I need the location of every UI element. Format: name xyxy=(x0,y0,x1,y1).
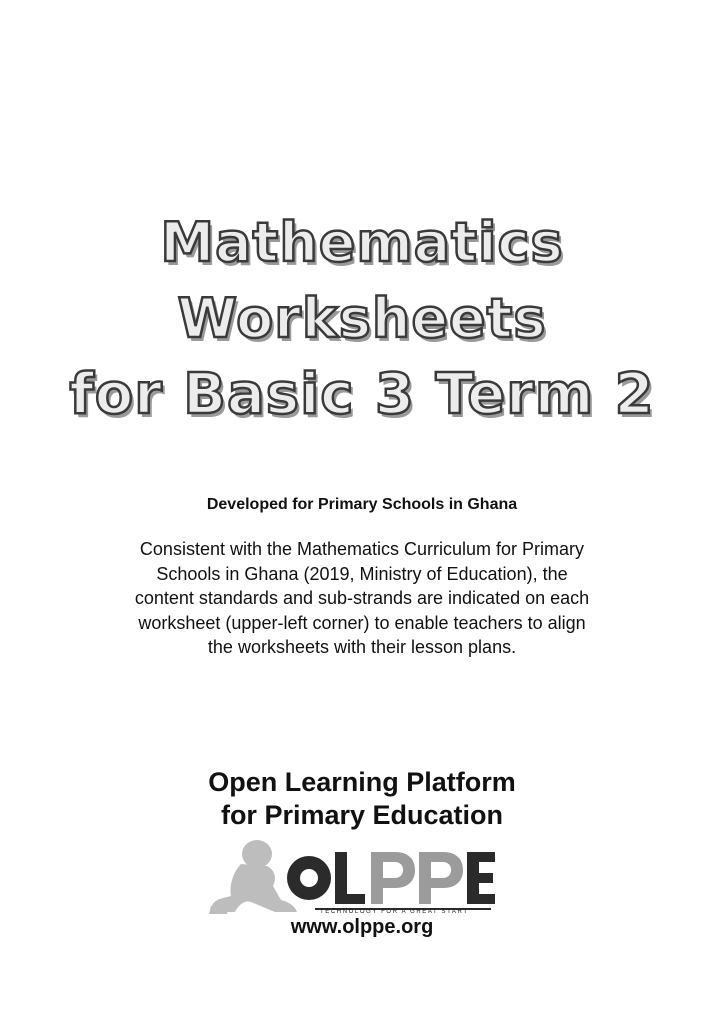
logo-letter-l xyxy=(335,852,365,904)
title-line-2: Worksheets xyxy=(177,287,547,350)
child-silhouette-icon xyxy=(209,840,297,914)
logo-letter-e xyxy=(467,852,495,904)
title-line-3: for Basic 3 Term 2 xyxy=(69,362,655,427)
logo-tagline: TECHNOLOGY FOR A GREAT START xyxy=(320,909,469,915)
title-line-1: Mathematics xyxy=(160,211,564,274)
website-url: www.olppe.org xyxy=(290,916,434,938)
logo-letter-p2 xyxy=(419,852,463,904)
olppe-logo-graphic xyxy=(205,838,495,920)
olppe-logo xyxy=(205,838,495,920)
logo-letter-o xyxy=(287,856,331,900)
platform-name: Open Learning Platform for Primary Education xyxy=(208,767,516,830)
cover-subtitle: Developed for Primary Schools in Ghana xyxy=(206,496,518,513)
cover-title xyxy=(0,205,724,433)
cover-description: Consistent with the Mathematics Curriculum for Primary Schools in Ghana (2019, Ministry of Education), the content standards and sub-strands are indicated on each worksheet (upper-left corner) to enable teachers to align the worksheets with their lesson plans. xyxy=(134,539,590,657)
logo-letter-p1 xyxy=(371,852,415,904)
